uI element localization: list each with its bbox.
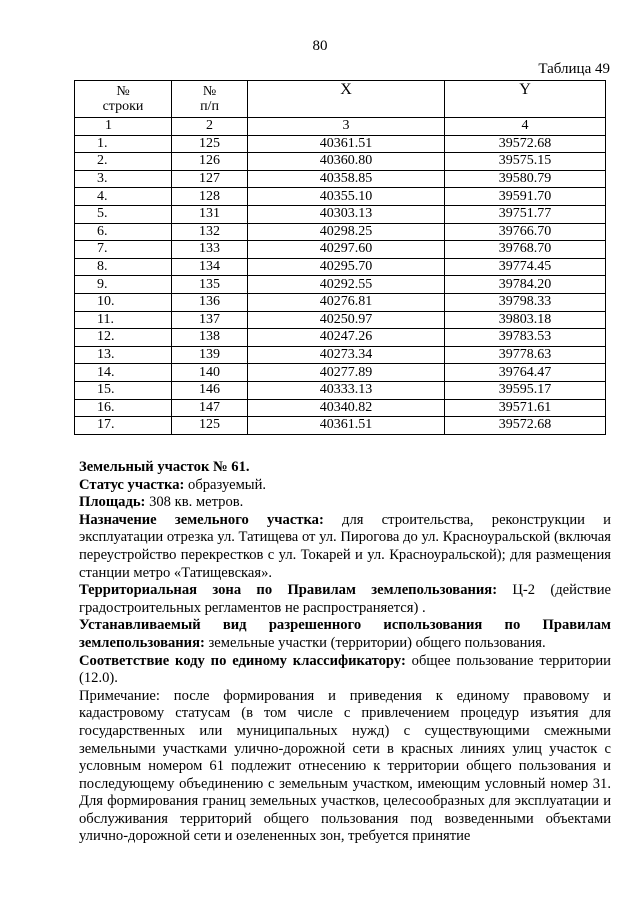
table-row — [75, 364, 606, 382]
table-cell: 40295.70 — [248, 258, 445, 276]
purpose-paragraph: Назначение земельного участка: для строительства, реконструкции и эксплуатации отрезка ул. Татищева от ул. Пирогова до ул. Красноуральской (включая переустройство перекрестков с ул. Токарей и ул. Красноуральской); для размещения станции метро «Татищевская». — [79, 511, 611, 581]
table-cell: 132 — [172, 223, 248, 241]
table-cell: 134 — [172, 258, 248, 276]
table-cell: 131 — [172, 205, 248, 223]
table-cell: 147 — [172, 399, 248, 417]
header-x: X — [248, 81, 445, 118]
table-cell: 40340.82 — [248, 399, 445, 417]
table-cell: 40276.81 — [248, 293, 445, 311]
table-row — [75, 258, 606, 276]
header-y: Y — [445, 81, 606, 118]
page-number: 80 — [312, 38, 328, 54]
table-cell: 136 — [172, 293, 248, 311]
section-title: Земельный участок № 61. — [79, 459, 250, 475]
table-cell: 40297.60 — [248, 241, 445, 259]
table-cell: 39798.33 — [445, 293, 606, 311]
status-paragraph: Статус участка: образуемый. — [79, 476, 267, 493]
table-cell: 5. — [75, 205, 172, 223]
table-cell: 39764.47 — [445, 364, 606, 382]
table-cell: 40250.97 — [248, 311, 445, 329]
table-cell: 39784.20 — [445, 276, 606, 294]
table-cell: 40355.10 — [248, 188, 445, 206]
table-cell: 39803.18 — [445, 311, 606, 329]
table-cell: 128 — [172, 188, 248, 206]
index-cell: 1 — [75, 118, 172, 136]
table-cell: 40361.51 — [248, 417, 445, 435]
table-cell: 39572.68 — [445, 135, 606, 153]
table-cell: 40360.80 — [248, 153, 445, 171]
table-cell: 4. — [75, 188, 172, 206]
table-cell: 40361.51 — [248, 135, 445, 153]
table-cell: 39571.61 — [445, 399, 606, 417]
note-paragraph: Примечание: после формирования и приведения к единому правовому и кадастровому статусам (в том числе с привлечением процедур изъятия для государственных или муниципальных нужд) с существующими смежными земельными участками улично-дорожной сети в красных линиях улиц участок с условным номером 61 подлежит отнесению к территории общего пользования и последующему объединению с земельным участком, имеющим условный номер 31. Для формирования границ земельных участков, целесообразных для эксплуатации и обслуживания территорий общего пользования под возведенными объектами улично-дорожной сети и озелененных зон, требуется принятие — [79, 687, 611, 845]
table-cell: 39595.17 — [445, 381, 606, 399]
table-cell: 9. — [75, 276, 172, 294]
table-row — [75, 417, 606, 435]
table-cell: 39751.77 — [445, 205, 606, 223]
table-header-row — [75, 81, 606, 118]
table-cell: 39591.70 — [445, 188, 606, 206]
table-cell: 16. — [75, 399, 172, 417]
table-caption: Таблица 49 — [538, 61, 610, 77]
table-cell: 14. — [75, 364, 172, 382]
table-cell: 8. — [75, 258, 172, 276]
code-paragraph: Соответствие коду по единому классификатору: общее пользование территории (12.0). — [79, 652, 611, 687]
table-row — [75, 241, 606, 259]
coordinates-table — [74, 80, 606, 435]
table-row — [75, 311, 606, 329]
table-cell: 13. — [75, 346, 172, 364]
table-cell: 133 — [172, 241, 248, 259]
table-cell: 139 — [172, 346, 248, 364]
header-row-number: № строки — [75, 81, 172, 118]
table-cell: 40298.25 — [248, 223, 445, 241]
table-cell: 138 — [172, 329, 248, 347]
table-row — [75, 205, 606, 223]
table-row — [75, 188, 606, 206]
index-cell: 3 — [248, 118, 445, 136]
table-cell: 17. — [75, 417, 172, 435]
table-cell: 10. — [75, 293, 172, 311]
table-cell: 40247.26 — [248, 329, 445, 347]
table-cell: 39575.15 — [445, 153, 606, 171]
table-cell: 126 — [172, 153, 248, 171]
table-cell: 39778.63 — [445, 346, 606, 364]
table-row — [75, 329, 606, 347]
table-cell: 137 — [172, 311, 248, 329]
table-cell: 146 — [172, 381, 248, 399]
table-cell: 1. — [75, 135, 172, 153]
table-row — [75, 399, 606, 417]
table-cell: 40292.55 — [248, 276, 445, 294]
table-cell: 125 — [172, 135, 248, 153]
table-cell: 40273.34 — [248, 346, 445, 364]
table-row — [75, 276, 606, 294]
table-cell: 40277.89 — [248, 364, 445, 382]
table-cell: 140 — [172, 364, 248, 382]
zone-paragraph: Территориальная зона по Правилам землепользования: Ц-2 (действие градостроительных регламентов не распространяется) . — [79, 582, 611, 616]
table-cell: 40303.13 — [248, 205, 445, 223]
header-pp-number: № п/п — [172, 81, 248, 118]
index-cell: 2 — [172, 118, 248, 136]
table-row — [75, 223, 606, 241]
table-cell: 127 — [172, 170, 248, 188]
table-row — [75, 293, 606, 311]
table-cell: 3. — [75, 170, 172, 188]
table-cell: 39783.53 — [445, 329, 606, 347]
table-index-row — [75, 118, 606, 136]
table-cell: 125 — [172, 417, 248, 435]
table-row — [75, 135, 606, 153]
table-cell: 15. — [75, 381, 172, 399]
table-cell: 39774.45 — [445, 258, 606, 276]
table-cell: 40333.13 — [248, 381, 445, 399]
table-cell: 12. — [75, 329, 172, 347]
table-cell: 135 — [172, 276, 248, 294]
table-cell: 39572.68 — [445, 417, 606, 435]
table-row — [75, 153, 606, 171]
table-row — [75, 346, 606, 364]
use-paragraph: Устанавливаемый вид разрешенного использования по Правилам землепользования: земельные участки (территории) общего пользования. — [79, 617, 611, 651]
table-cell: 6. — [75, 223, 172, 241]
table-cell: 39766.70 — [445, 223, 606, 241]
table-cell: 7. — [75, 241, 172, 259]
table-cell: 39580.79 — [445, 170, 606, 188]
table-row — [75, 170, 606, 188]
table-cell: 2. — [75, 153, 172, 171]
land-plot-description — [79, 459, 611, 846]
table-cell: 40358.85 — [248, 170, 445, 188]
area-paragraph: Площадь: 308 кв. метров. — [79, 494, 244, 511]
table-cell: 11. — [75, 311, 172, 329]
index-cell: 4 — [445, 118, 606, 136]
table-cell: 39768.70 — [445, 241, 606, 259]
table-row — [75, 381, 606, 399]
